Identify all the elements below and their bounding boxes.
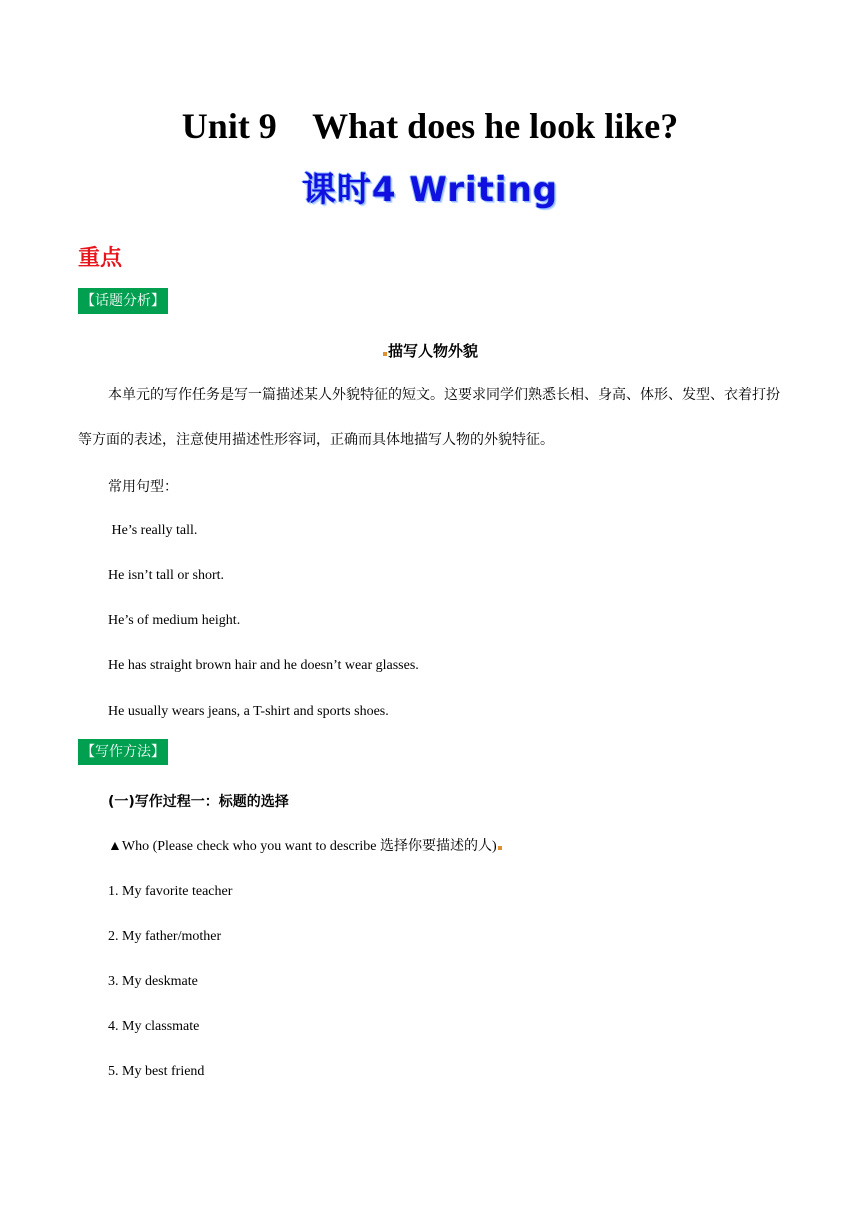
- document-title: Unit 9 What does he look like?: [181, 106, 679, 146]
- lesson-subtitle: 课时4 Writing: [301, 170, 559, 210]
- option-4: 4. My classmate: [108, 1019, 200, 1034]
- option-2: 2. My father/mother: [108, 929, 222, 944]
- tag-topic-analysis: 【话题分析】: [78, 288, 168, 314]
- option-1: 1. My favorite teacher: [108, 884, 233, 899]
- intro-paragraph: [78, 373, 783, 463]
- option-5: 5. My best friend: [108, 1064, 205, 1079]
- topic-title-text: 描写人物外貌: [387, 342, 478, 360]
- sentence-1: He’s really tall.: [108, 523, 198, 538]
- topic-title: [0, 340, 860, 362]
- tag-writing-method: 【写作方法】: [78, 739, 168, 765]
- who-prompt: [108, 836, 503, 858]
- sentence-3: He’s of medium height.: [108, 613, 241, 628]
- who-prompt-text: ▲Who (Please check who you want to describe 选择你要描述的人): [108, 839, 497, 854]
- marker-dot-icon: [498, 846, 502, 850]
- sentence-4: He has straight brown hair and he doesn’t wear glasses.: [108, 658, 419, 673]
- sentence-5: He usually wears jeans, a T-shirt and sports shoes.: [108, 704, 389, 719]
- process-heading: (一)写作过程一：标题的选择: [108, 794, 289, 810]
- option-3: 3. My deskmate: [108, 974, 198, 989]
- common-patterns-label: 常用句型：: [108, 479, 178, 495]
- sentence-2: He isn’t tall or short.: [108, 568, 225, 583]
- marker-dot-icon: [383, 352, 387, 356]
- section-heading-key-points: 重点: [78, 246, 123, 271]
- intro-paragraph-text: 本单元的写作任务是写一篇描述某人外貌特征的短文。这要求同学们熟悉长相、身高、体形、发型、衣着打扮等方面的表述，注意使用描述性形容词，正确而具体地描写人物的外貌特征。: [78, 387, 780, 448]
